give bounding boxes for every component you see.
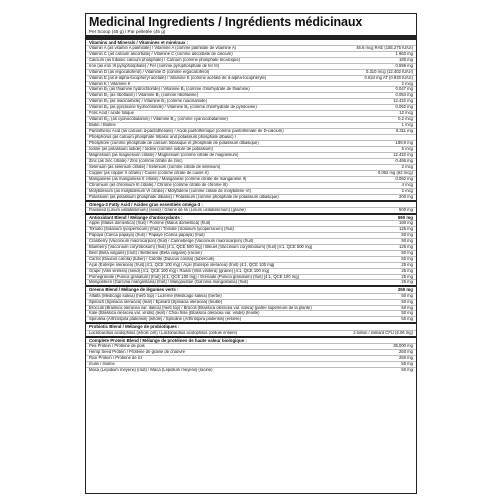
ingredient-name: Papaya (Carica papaya) (fruit) / Papaye (Carica papaya) (fruit) [89,232,205,237]
ingredient-amount: 50 mg [401,298,413,304]
ingredient-amount: 2 mcg [401,80,413,86]
ingredient-name: Broccoli (Brassica oleracea var. italica) (herb top) / Brocoli (Brassica oleracea var. italica) (partie supérieure de la plante) [89,305,312,310]
ingredient-row [86,226,416,232]
ingredient-amount: 250 mg [399,348,413,354]
ingredient-row [86,207,416,213]
ingredient-row [86,194,416,200]
section-total: 590 mg [397,214,413,220]
ingredient-row [86,158,416,164]
ingredient-row [86,361,416,367]
ingredient-amount: 0.062 mg (62 mcg) [377,169,413,175]
ingredient-amount: 1 mcg [401,122,413,128]
ingredient-name: Mangosteen (Garcinia mangostana) (fruit) / Mangoustan (Garcinia mangostana) (fruit) [89,280,248,285]
ingredient-row [86,122,416,128]
ingredient-amount: 2 mcg [401,187,413,193]
ingredient-row [86,188,416,194]
ingredient-name: Blueberry (Vaccinium corymbosum) (fruit) [4:1, QCE 500 mg] / Bleuet (Vaccinium corymbosum) (fruit) [4:1, QCE 500 mg] [89,244,313,249]
ingredient-row [86,316,416,322]
ingredient-name: Apple (Malus domestica) (fruit) / Pomme (Malus domestica) (fruit) [89,220,211,225]
ingredient-amount: 0.311 mg [395,128,413,134]
ingredient-row [86,268,416,274]
ingredient-row [86,274,416,280]
ingredient-name: Folic Acid / acide folique [89,111,134,116]
ingredient-section [86,322,416,335]
ingredient-name: Vitamin B₆ (as pyridoxine hydrochloride) / Vitamine B₆ (comme chlorhydrate de pyridoxine) [89,105,257,110]
ingredient-amount: 0.062 mg [395,175,413,181]
ingredient-row [86,128,416,134]
ingredient-name: Vitamin K / Vitamine K [89,81,131,86]
ingredient-name: Pantothenic Acid (as calcium d-pantothenate) / Acide pantothénique (comme pantothénate de D-calcium) [89,129,284,134]
ingredient-row [86,81,416,87]
section-heading-label: Antioxidant Blend / Mélange d'antioxydants : [89,214,183,220]
ingredient-name: Kale (Brassica oleracea var. viridis) (leaf) / Chou frisé (Brassica oleracea var. viridis) (feuille) [89,311,260,316]
ingredient-name: Grape (Vitis vinifera) (seed) [4:1, QCE 100 mg] / Raisin (Vitis vinifera) (graine) [4:1, QCE 100 mg] [89,268,269,273]
section-heading [86,213,416,220]
ingredient-amount: 50 mg [401,310,413,316]
ingredient-row [86,63,416,69]
ingredient-row [86,86,416,92]
ingredient-row [86,279,416,285]
ingredient-section [86,213,416,286]
ingredient-name: Zinc (as zinc citrate) / Zinc (comme citrate de zinc) [89,158,183,163]
ingredient-row [86,299,416,305]
ingredient-name: Copper (as copper II citrate) / Cuivre (comme citrate de cuivre II) [89,170,209,175]
ingredient-section [86,285,416,322]
ingredient-row [86,232,416,238]
ingredient-section [86,200,416,213]
ingredient-name: Biotin / Biotine [89,123,116,128]
ingredient-row [86,110,416,116]
ingredient-row [86,343,416,349]
ingredient-row [86,69,416,75]
ingredient-row [86,250,416,256]
ingredient-section [86,336,416,373]
section-heading: Omega-3 Fatty Acid / Acides gras essentiels oméga-3 : [86,200,416,207]
ingredient-row [86,134,416,140]
ingredient-name: Molybdenum (as molybdenum VI citrate) / Molybdène (comme citrate de molybdène VI) [89,188,251,193]
ingredient-row [86,75,416,81]
ingredient-amount: 25 mg [401,273,413,279]
ingredient-row [86,164,416,170]
ingredient-amount: 0.624 mg AT (0.930 IU/UI) [364,74,413,80]
ingredient-amount: 12.422 mg [393,98,413,104]
ingredient-name: Vitamin E (as d-alpha-tocopheryl acetate) / Vitamine E (comme acétate de d-alpha-tocophéryle) [89,75,267,80]
ingredient-row [86,349,416,355]
ingredient-amount: 50 mg [401,360,413,366]
ingredient-amount: 4 mcg [401,181,413,187]
section-heading: Vitamins and Minerals / Vitamines et minéraux : [86,38,416,45]
ingredient-name: Lactobacillus acidophilus (whole cell) / Lactobacillus acidophilus (cellule entière) [89,330,238,335]
ingredient-name: Cranberry (Vaccinium macrocarpon) (fruit) / Canneberge (Vaccinium macrocarpon) (fruit) [89,238,254,243]
ingredient-row [86,256,416,262]
ingredient-name: Beet (Beta vulgaris) (root) / Betterave (Beta vulgaris) (racine) [89,250,202,255]
ingredient-row [86,293,416,299]
ingredient-row [86,140,416,146]
ingredient-row [86,98,416,104]
ingredient-row [86,92,416,98]
ingredient-row [86,170,416,176]
ingredient-amount: 180 mg [399,219,413,225]
ingredient-row [86,51,416,57]
ingredient-name: Iron (as iron III pyrophosphate) / Fer (comme pyrophosphate de fer III) [89,63,220,68]
ingredient-amount: 500 mg [399,206,413,212]
ingredient-name: Vitamin B₂ (as riboflavin) / Vitamine B₂ (comme riboflavine) [89,93,198,98]
ingredient-amount: 0.559 mg [395,62,413,68]
ingredient-row [86,57,416,63]
ingredient-name: Vitamin D (as ergocalciferol) / Vitamine D (comme ergocalciférol) [89,69,210,74]
ingredient-name: Vitamin A (as vitamin A palmitate) / Vitamine A (comme palmitate de vitamine A) [89,45,237,50]
ingredient-row [86,220,416,226]
ingredient-name: Alfalfa (Medicago sativa) (herb top) / Luzerne (Medicago sativa) (herbe) [89,293,222,298]
ingredient-name: Pea Protein / Protéine de pois [89,343,145,348]
ingredient-name: Flaxseed (Linum usitatissimum) (seed) / Graine de lin (Linum usitatissimum) (graine) [89,207,246,212]
ingredient-amount: 0.062 mg [395,104,413,110]
ingredient-amount: 125 mg [399,243,413,249]
ingredient-name: Pomegranate (Punica granatum) (fruit) [4:1, QCE 100 mg] / Grenade (Punica granatum) (fruit) [4:1, QCE 100 mg] [89,274,299,279]
ingredient-name: Tomato (Solanum lycopersicum) (fruit) / Tomate (Solanum lycopersicum) (fruit) [89,226,234,231]
supplement-facts-panel [85,13,417,494]
ingredient-name: Carrot (Daucus carota) (tuber) / Carotte (Daucus carota) (tubercule) [89,256,215,261]
ingredient-row [86,238,416,244]
ingredient-amount: 50 mg [401,304,413,310]
ingredient-name: Potassium (as potassium phosphate dibasic) / Potassium (comme phosphate de potassium dibasique) [89,194,279,199]
ingredient-name: Manganese (as manganese II citrate) / Manganèse (comme citrate de manganèse II) [89,176,247,181]
ingredient-row [86,146,416,152]
ingredient-amount: 0.2 mcg [398,116,413,122]
ingredient-amount: 25 mg [401,261,413,267]
ingredient-row [86,310,416,316]
ingredient-amount: 0.466 mg [395,157,413,163]
ingredient-row [86,244,416,250]
ingredient-name: Hemp Seed Protein / Protéine de graine de chanvre [89,349,186,354]
ingredient-amount: 2 mcg [401,163,413,169]
ingredient-sections [86,38,416,373]
ingredient-amount: 2 billion / milliard CFU (6.06 mg) [353,329,413,335]
section-heading: Probiotic Blend / Mélange de probiotiques : [86,322,416,329]
ingredient-row [86,262,416,268]
ingredient-amount: 0.054 mg [395,92,413,98]
ingredient-name: Spinach (Spinacia oleracea) (leaf) / Épinard (Spinacia oleracea) (feuille) [89,299,223,304]
ingredient-amount: 50 mg [401,316,413,322]
ingredient-amount: 189.9 mg [395,140,413,146]
ingredient-amount: 5 mcg [401,146,413,151]
ingredient-amount: 50 mg [401,237,413,243]
ingredient-amount: 50 mg [401,366,413,372]
section-heading [86,285,416,292]
ingredient-name: Magnesium (as magnesium citrate) / Magnésium (comme citrate de magnésium) [89,152,239,157]
ingredient-amount: 200 mg [399,193,413,199]
ingredient-amount: 180 mg [399,56,413,62]
ingredient-amount: 46.6 mcg RAE (155.275 IU/UI) [356,44,413,50]
ingredient-name: Açaí (Euterpe oleracea) (fruit) [4:1, QCE 100 mg] / Açaí (Euterpe oleracea) (fruit) [4:1, QCE 100 mg] [89,262,275,267]
ingredient-row [86,305,416,311]
ingredient-amount: 50 mg [401,231,413,237]
panel-title: Medicinal Ingredients / Ingrédients médicinaux [89,15,363,29]
ingredient-amount: 1 863 mg [395,50,413,56]
ingredient-name: Spirulina (Arthrospira platensis) (whole) / Spiruline (Arthrospira platensis) (entière) [89,317,241,322]
ingredient-amount: 0.047 mg [395,86,413,92]
ingredient-row [86,116,416,122]
ingredient-name: Iodine (as potassium iodide) / Iodine (comme iodure de potassium) [89,147,213,151]
ingredient-amount: 125 mg [399,225,413,231]
ingredient-amount: 50 mg [401,249,413,255]
ingredient-name: Chromium (as chromium III citrate) / Chrome (comme citrate de chrome III) [89,182,228,187]
ingredient-name: Phosphorus (as calcium phosphate tribasic and potassium phosphate dibasic) / [89,135,236,140]
section-heading-label: Greens Blend / Mélange de légumes verts : [89,287,179,293]
ingredient-name: Vitamin C (as calcium ascorbate) / Vitamine C (comme ascorbate de calcium) [89,51,233,56]
ingredient-row [86,330,416,336]
ingredient-name: Inulin / Inuline [89,361,115,366]
ingredient-row [86,367,416,373]
ingredient-amount: 12 mcg [399,110,413,116]
ingredient-row [86,152,416,158]
ingredient-row [86,182,416,188]
ingredient-name: Phosphore (comme phosphate de calcium tribasique et phosphate de potassium dibasique) [89,141,259,146]
ingredient-section [86,38,416,200]
section-total: 250 mg [397,287,413,293]
ingredient-name: Vitamin B₃ (as niacinamide) / Vitamine B₃ (comme niacinamide) [89,99,207,104]
ingredient-row [86,45,416,51]
ingredient-row [86,176,416,182]
ingredient-name: Selenium (as selenium citrate) / Sélénium (comme citrate de sélénium) [89,164,221,169]
serving-size: Per Scoop (45 g) / Par pelletée (45 g) [86,29,416,38]
ingredient-amount: 250 mg [399,354,413,360]
ingredient-amount: 25 mg [401,267,413,273]
ingredient-amount: 12.422 mg [393,151,413,157]
ingredient-amount: 25 mg [401,279,413,285]
ingredient-name: Vitamin B₁ (as thiamine hydrochloride) / Vitamine B₁ (comme chlorhydrate de thiamine) [89,87,250,92]
ingredient-row [86,355,416,361]
ingredient-name: Calcium (as tribasic calcium phosphate) / Calcium (comme phosphate tricalcique) [89,57,241,62]
ingredient-name: Maca (Lepidium meyenii) (root) / Maca (Lepidium meyenii) (racine) [89,367,213,372]
ingredient-amount: 50 mg [401,255,413,261]
section-heading: Complete Protein Blend / Mélange de protéines de haute valeur biologique : [86,336,416,343]
ingredient-name: Vitamin B₁₂ (as cyanocobalamin) / Vitamine B₁₂ (comme cyanocobalamine) [89,117,228,122]
ingredient-row [86,104,416,110]
ingredient-name: Rice Protein / Protéine de riz [89,355,143,360]
ingredient-amount: 50 mg [401,292,413,298]
ingredient-amount: 0.310 mcg (12.402 IU/UI) [365,68,413,74]
ingredient-amount: 35,000 mg [393,342,413,348]
